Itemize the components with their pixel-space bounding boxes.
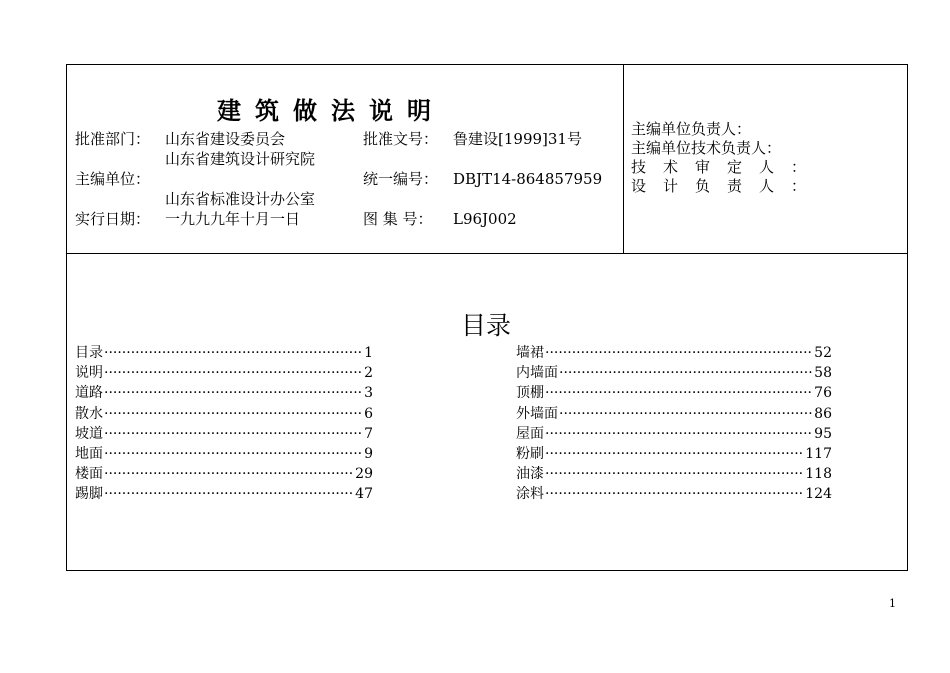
toc-entry-page: 52 xyxy=(814,345,832,361)
toc-entry-page: 95 xyxy=(814,425,832,442)
toc-title: 目录 xyxy=(461,311,512,340)
tech-reviewer: 技术审定人： xyxy=(631,158,824,176)
header-horizontal-divider xyxy=(67,253,907,254)
toc-leader-dots xyxy=(559,404,813,424)
effective-date-label: 实行日期： xyxy=(75,210,151,228)
toc-entry xyxy=(75,404,373,424)
chief-unit-2: 山东省标准设计办公室 xyxy=(165,190,316,208)
toc-entry xyxy=(75,383,373,403)
toc-leader-dots xyxy=(104,343,363,363)
toc-entry xyxy=(75,484,373,504)
toc-leader-dots xyxy=(104,464,354,484)
toc-entry-name: 内墙面 xyxy=(516,365,558,382)
unified-no-label: 统一编号： xyxy=(363,170,439,188)
toc-leader-dots xyxy=(545,343,813,363)
toc-right-column xyxy=(516,343,832,505)
toc-entry-page: 1 xyxy=(364,345,373,361)
chief-unit-label: 主编单位： xyxy=(75,170,151,188)
toc-entry xyxy=(516,383,832,403)
toc-entry xyxy=(75,464,373,484)
toc-entry-page: 118 xyxy=(805,466,832,483)
atlas-no: L96J002 xyxy=(453,210,517,228)
toc-leader-dots xyxy=(559,363,813,383)
approval-dept-label: 批准部门： xyxy=(75,130,151,148)
document-title: 建筑做法说明 xyxy=(217,96,445,125)
toc-entry xyxy=(75,343,373,363)
toc-entry-name: 涂料 xyxy=(516,486,544,503)
toc-entry-name: 踢脚 xyxy=(75,486,103,503)
toc-entry-name: 楼面 xyxy=(75,466,103,483)
cover-frame xyxy=(66,64,908,571)
design-head: 设计负责人： xyxy=(631,177,824,195)
approval-no: 鲁建设[1999]31号 xyxy=(453,130,582,148)
toc-entry xyxy=(75,424,373,444)
toc-entry xyxy=(516,444,832,464)
toc-entry xyxy=(516,343,832,363)
toc-entry-page: 47 xyxy=(355,486,373,503)
toc-leader-dots xyxy=(545,444,804,464)
approval-no-label: 批准文号： xyxy=(363,130,439,148)
toc-entry-name: 目录 xyxy=(75,345,103,361)
toc-entry-name: 顶棚 xyxy=(516,385,544,402)
toc-leader-dots xyxy=(545,464,804,484)
toc-leader-dots xyxy=(104,484,354,504)
toc-entry-name: 坡道 xyxy=(75,425,103,442)
approval-dept: 山东省建设委员会 xyxy=(165,130,286,148)
unified-no: DBJT14-864857959 xyxy=(453,170,603,188)
toc-leader-dots xyxy=(545,484,804,504)
toc-entry xyxy=(75,444,373,464)
effective-date: 一九九九年十月一日 xyxy=(165,210,301,228)
header-vertical-divider xyxy=(623,65,624,253)
toc-entry xyxy=(516,404,832,424)
toc-left-column xyxy=(75,343,373,505)
toc-entry xyxy=(516,484,832,504)
toc-entry-page: 2 xyxy=(364,365,373,382)
toc-entry xyxy=(516,363,832,383)
page-number: 1 xyxy=(889,597,896,610)
toc-entry xyxy=(516,424,832,444)
toc-entry-name: 散水 xyxy=(75,405,103,422)
toc-entry-page: 124 xyxy=(805,486,832,503)
toc-entry-name: 说明 xyxy=(75,365,103,382)
toc-leader-dots xyxy=(104,424,363,444)
toc-leader-dots xyxy=(104,383,363,403)
toc-entry-page: 7 xyxy=(364,425,373,442)
toc-entry-page: 6 xyxy=(364,405,373,422)
chief-unit-tech-head: 主编单位技术负责人： xyxy=(631,139,782,157)
chief-unit-1: 山东省建筑设计研究院 xyxy=(165,150,316,168)
toc-entry xyxy=(75,363,373,383)
toc-entry-page: 9 xyxy=(364,445,373,462)
toc-leader-dots xyxy=(104,444,363,464)
responsible-persons xyxy=(631,120,823,196)
toc-entry-page: 86 xyxy=(814,405,832,422)
toc-leader-dots xyxy=(104,404,363,424)
toc-entry-page: 76 xyxy=(814,385,832,402)
toc-entry-name: 道路 xyxy=(75,385,103,402)
toc-entry-name: 屋面 xyxy=(516,425,544,442)
toc-entry-name: 地面 xyxy=(75,445,103,462)
toc-leader-dots xyxy=(104,363,363,383)
toc-entry-name: 油漆 xyxy=(516,466,544,483)
toc-leader-dots xyxy=(545,424,813,444)
atlas-no-label: 图 集 号： xyxy=(363,210,433,228)
toc-entry-page: 3 xyxy=(364,385,373,402)
toc-entry-name: 外墙面 xyxy=(516,405,558,422)
toc-entry-name: 墙裙 xyxy=(516,345,544,361)
toc-entry-page: 58 xyxy=(814,365,832,382)
toc-entry-name: 粉刷 xyxy=(516,445,544,462)
toc-entry-page: 117 xyxy=(805,445,832,462)
toc-leader-dots xyxy=(545,383,813,403)
toc-entry xyxy=(516,464,832,484)
toc-entry-page: 29 xyxy=(355,466,373,483)
chief-unit-head: 主编单位负责人： xyxy=(631,120,752,138)
